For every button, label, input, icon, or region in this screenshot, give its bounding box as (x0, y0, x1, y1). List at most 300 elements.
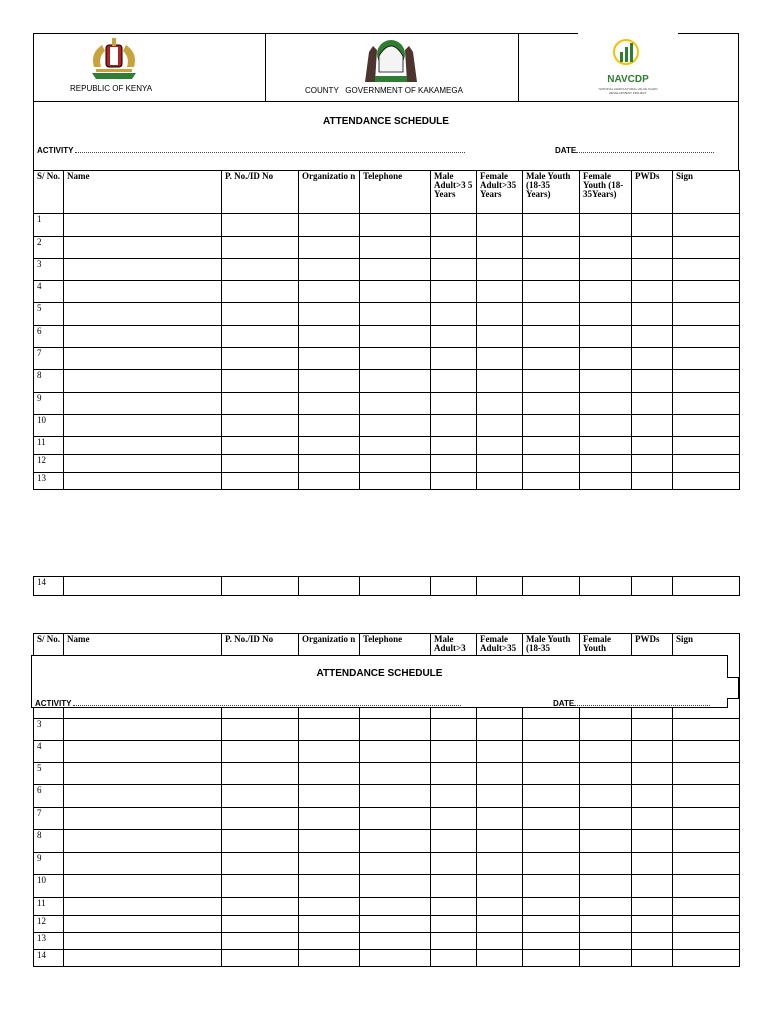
female-adult-cell[interactable] (477, 455, 523, 473)
organization-cell[interactable] (299, 933, 360, 950)
name-cell[interactable] (64, 741, 222, 763)
organization-cell[interactable] (299, 303, 360, 326)
male-adult-cell[interactable] (431, 785, 477, 808)
id-cell[interactable] (222, 370, 299, 393)
male-youth-cell[interactable] (523, 741, 580, 763)
male-youth-cell[interactable] (523, 933, 580, 950)
organization-cell[interactable] (299, 785, 360, 808)
female-adult-cell[interactable] (477, 898, 523, 916)
pwds-cell[interactable] (632, 370, 673, 393)
id-cell[interactable] (222, 577, 299, 596)
row-number: 4 (34, 741, 64, 763)
male-youth-cell[interactable] (523, 898, 580, 916)
name-cell[interactable] (64, 393, 222, 415)
male-adult-cell[interactable] (431, 741, 477, 763)
table-row (34, 473, 740, 490)
organization-cell[interactable] (299, 370, 360, 393)
sign-cell[interactable] (673, 763, 740, 785)
id-cell[interactable] (222, 348, 299, 370)
female-youth-cell[interactable] (580, 898, 632, 916)
id-cell[interactable] (222, 853, 299, 875)
pwds-cell[interactable] (632, 853, 673, 875)
id-cell[interactable] (222, 916, 299, 933)
female-youth-cell[interactable] (580, 763, 632, 785)
female-youth-cell[interactable] (580, 719, 632, 741)
female-adult-cell[interactable] (477, 259, 523, 281)
pwds-cell[interactable] (632, 785, 673, 808)
male-youth-cell[interactable] (523, 370, 580, 393)
male-adult-cell[interactable] (431, 437, 477, 455)
telephone-cell[interactable] (360, 785, 431, 808)
male-adult-cell[interactable] (431, 898, 477, 916)
male-youth-cell[interactable] (523, 259, 580, 281)
organization-cell[interactable] (299, 393, 360, 415)
pwds-cell[interactable] (632, 303, 673, 326)
telephone-cell[interactable] (360, 281, 431, 303)
male-youth-cell[interactable] (523, 303, 580, 326)
telephone-cell[interactable] (360, 719, 431, 741)
pwds-cell[interactable] (632, 577, 673, 596)
male-adult-cell[interactable] (431, 950, 477, 967)
female-youth-cell[interactable] (580, 741, 632, 763)
row-number: 12 (34, 455, 64, 473)
pwds-cell[interactable] (632, 473, 673, 490)
male-youth-cell[interactable] (523, 719, 580, 741)
telephone-cell[interactable] (360, 348, 431, 370)
female-adult-cell[interactable] (477, 393, 523, 415)
male-youth-cell[interactable] (523, 455, 580, 473)
organization-cell[interactable] (299, 853, 360, 875)
table-row (34, 933, 740, 950)
pwds-cell[interactable] (632, 808, 673, 830)
female-youth-cell[interactable] (580, 785, 632, 808)
table-row (34, 785, 740, 808)
male-adult-cell[interactable] (431, 830, 477, 853)
name-cell[interactable] (64, 853, 222, 875)
activity-dotted-line (75, 146, 465, 153)
female-adult-cell[interactable] (477, 950, 523, 967)
female-youth-cell[interactable] (580, 281, 632, 303)
telephone-cell[interactable] (360, 830, 431, 853)
id-cell[interactable] (222, 741, 299, 763)
id-cell[interactable] (222, 950, 299, 967)
name-cell[interactable] (64, 259, 222, 281)
female-adult-cell[interactable] (477, 763, 523, 785)
male-youth-cell[interactable] (523, 916, 580, 933)
pwds-cell[interactable] (632, 875, 673, 898)
pwds-cell[interactable] (632, 437, 673, 455)
table-row (34, 853, 740, 875)
name-cell[interactable] (64, 237, 222, 259)
pwds-cell[interactable] (632, 348, 673, 370)
table-header-row (34, 171, 740, 214)
name-cell[interactable] (64, 326, 222, 348)
overlay-activity-text: ACTIVITY (35, 699, 72, 708)
male-adult-cell[interactable] (431, 237, 477, 259)
sign-cell[interactable] (673, 437, 740, 455)
overlay-date-text: DATE (553, 699, 575, 708)
female-youth-cell[interactable] (580, 950, 632, 967)
sign-cell[interactable] (673, 875, 740, 898)
row-number: 2 (34, 237, 64, 259)
sign-cell[interactable] (673, 719, 740, 741)
sign-cell[interactable] (673, 303, 740, 326)
col-pwds: PWDs (632, 171, 673, 214)
id-cell[interactable] (222, 237, 299, 259)
female-adult-cell[interactable] (477, 785, 523, 808)
telephone-cell[interactable] (360, 437, 431, 455)
organization-cell[interactable] (299, 259, 360, 281)
col-name: Name (64, 634, 222, 719)
overlay-activity-label (35, 699, 461, 708)
male-youth-cell[interactable] (523, 473, 580, 490)
name-cell[interactable] (64, 473, 222, 490)
organization-cell[interactable] (299, 875, 360, 898)
id-cell[interactable] (222, 455, 299, 473)
name-cell[interactable] (64, 437, 222, 455)
female-adult-cell[interactable] (477, 326, 523, 348)
organization-cell[interactable] (299, 415, 360, 437)
telephone-cell[interactable] (360, 916, 431, 933)
telephone-cell[interactable] (360, 763, 431, 785)
male-adult-cell[interactable] (431, 875, 477, 898)
organization-cell[interactable] (299, 898, 360, 916)
sign-cell[interactable] (673, 214, 740, 237)
col-organization: Organizatio n (299, 171, 360, 214)
telephone-cell[interactable] (360, 875, 431, 898)
row-number: 10 (34, 875, 64, 898)
name-cell[interactable] (64, 281, 222, 303)
organization-cell[interactable] (299, 950, 360, 967)
male-youth-cell[interactable] (523, 808, 580, 830)
male-youth-cell[interactable] (523, 214, 580, 237)
row-number: 5 (34, 303, 64, 326)
male-adult-cell[interactable] (431, 303, 477, 326)
date-dotted-line (576, 146, 714, 153)
navcdp-bars-icon (613, 38, 639, 66)
name-cell[interactable] (64, 214, 222, 237)
telephone-cell[interactable] (360, 455, 431, 473)
name-cell[interactable] (64, 950, 222, 967)
male-youth-cell[interactable] (523, 326, 580, 348)
female-adult-cell[interactable] (477, 348, 523, 370)
id-cell[interactable] (222, 719, 299, 741)
male-adult-cell[interactable] (431, 455, 477, 473)
pwds-cell[interactable] (632, 237, 673, 259)
id-cell[interactable] (222, 808, 299, 830)
male-adult-cell[interactable] (431, 916, 477, 933)
telephone-cell[interactable] (360, 473, 431, 490)
male-youth-cell[interactable] (523, 785, 580, 808)
organization-cell[interactable] (299, 763, 360, 785)
row-number: 6 (34, 785, 64, 808)
telephone-cell[interactable] (360, 326, 431, 348)
sign-cell[interactable] (673, 259, 740, 281)
pwds-cell[interactable] (632, 916, 673, 933)
col-sno: S/ No. (34, 171, 64, 214)
sign-cell[interactable] (673, 370, 740, 393)
id-cell[interactable] (222, 785, 299, 808)
pwds-cell[interactable] (632, 950, 673, 967)
female-youth-cell[interactable] (580, 875, 632, 898)
female-youth-cell[interactable] (580, 577, 632, 596)
id-cell[interactable] (222, 415, 299, 437)
sign-cell[interactable] (673, 455, 740, 473)
female-youth-cell[interactable] (580, 830, 632, 853)
sign-cell[interactable] (673, 785, 740, 808)
telephone-cell[interactable] (360, 853, 431, 875)
female-adult-cell[interactable] (477, 214, 523, 237)
table-row (34, 741, 740, 763)
name-cell[interactable] (64, 370, 222, 393)
sign-cell[interactable] (673, 281, 740, 303)
telephone-cell[interactable] (360, 933, 431, 950)
organization-cell[interactable] (299, 741, 360, 763)
pwds-cell[interactable] (632, 830, 673, 853)
telephone-cell[interactable] (360, 950, 431, 967)
female-youth-cell[interactable] (580, 916, 632, 933)
table-row (34, 898, 740, 916)
sign-cell[interactable] (673, 348, 740, 370)
organization-cell[interactable] (299, 719, 360, 741)
telephone-cell[interactable] (360, 415, 431, 437)
telephone-cell[interactable] (360, 577, 431, 596)
id-cell[interactable] (222, 763, 299, 785)
pwds-cell[interactable] (632, 393, 673, 415)
name-cell[interactable] (64, 719, 222, 741)
male-youth-cell[interactable] (523, 415, 580, 437)
female-youth-cell[interactable] (580, 348, 632, 370)
date-label-text: DATE (555, 146, 577, 155)
male-youth-cell[interactable] (523, 830, 580, 853)
pwds-cell[interactable] (632, 281, 673, 303)
sign-cell[interactable] (673, 326, 740, 348)
female-adult-cell[interactable] (477, 741, 523, 763)
id-cell[interactable] (222, 214, 299, 237)
id-cell[interactable] (222, 830, 299, 853)
organization-cell[interactable] (299, 437, 360, 455)
id-cell[interactable] (222, 473, 299, 490)
id-cell[interactable] (222, 875, 299, 898)
organization-cell[interactable] (299, 577, 360, 596)
overlay-edge-tick (727, 677, 739, 699)
male-adult-cell[interactable] (431, 281, 477, 303)
male-adult-cell[interactable] (431, 326, 477, 348)
organization-cell[interactable] (299, 281, 360, 303)
female-youth-cell[interactable] (580, 393, 632, 415)
pwds-cell[interactable] (632, 214, 673, 237)
male-youth-cell[interactable] (523, 437, 580, 455)
organization-cell[interactable] (299, 916, 360, 933)
female-adult-cell[interactable] (477, 830, 523, 853)
female-adult-cell[interactable] (477, 370, 523, 393)
female-youth-cell[interactable] (580, 473, 632, 490)
male-youth-cell[interactable] (523, 875, 580, 898)
sign-cell[interactable] (673, 577, 740, 596)
male-youth-cell[interactable] (523, 281, 580, 303)
name-cell[interactable] (64, 415, 222, 437)
sign-cell[interactable] (673, 237, 740, 259)
female-adult-cell[interactable] (477, 237, 523, 259)
female-youth-cell[interactable] (580, 455, 632, 473)
name-cell[interactable] (64, 875, 222, 898)
female-adult-cell[interactable] (477, 577, 523, 596)
name-cell[interactable] (64, 577, 222, 596)
female-youth-cell[interactable] (580, 370, 632, 393)
republic-of-kenya-caption: REPUBLIC OF KENYA (70, 84, 153, 93)
row-number: 5 (34, 763, 64, 785)
sign-cell[interactable] (673, 950, 740, 967)
name-cell[interactable] (64, 455, 222, 473)
name-cell[interactable] (64, 303, 222, 326)
pwds-cell[interactable] (632, 455, 673, 473)
organization-cell[interactable] (299, 237, 360, 259)
name-cell[interactable] (64, 763, 222, 785)
name-cell[interactable] (64, 933, 222, 950)
table-row (34, 950, 740, 967)
telephone-cell[interactable] (360, 808, 431, 830)
pwds-cell[interactable] (632, 326, 673, 348)
organization-cell[interactable] (299, 473, 360, 490)
female-adult-cell[interactable] (477, 916, 523, 933)
male-adult-cell[interactable] (431, 214, 477, 237)
sign-cell[interactable] (673, 898, 740, 916)
pwds-cell[interactable] (632, 415, 673, 437)
male-youth-cell[interactable] (523, 237, 580, 259)
pwds-cell[interactable] (632, 763, 673, 785)
telephone-cell[interactable] (360, 259, 431, 281)
female-adult-cell[interactable] (477, 719, 523, 741)
id-cell[interactable] (222, 281, 299, 303)
male-adult-cell[interactable] (431, 763, 477, 785)
organization-cell[interactable] (299, 214, 360, 237)
id-cell[interactable] (222, 393, 299, 415)
sign-cell[interactable] (673, 830, 740, 853)
name-cell[interactable] (64, 348, 222, 370)
female-adult-cell[interactable] (477, 875, 523, 898)
female-youth-cell[interactable] (580, 808, 632, 830)
telephone-cell[interactable] (360, 898, 431, 916)
female-adult-cell[interactable] (477, 437, 523, 455)
male-adult-cell[interactable] (431, 719, 477, 741)
male-adult-cell[interactable] (431, 853, 477, 875)
female-adult-cell[interactable] (477, 853, 523, 875)
row-number: 6 (34, 326, 64, 348)
overlay-title: ATTENDANCE SCHEDULE (316, 668, 443, 679)
title-band (33, 101, 739, 171)
male-adult-cell[interactable] (431, 370, 477, 393)
name-cell[interactable] (64, 830, 222, 853)
male-youth-cell[interactable] (523, 348, 580, 370)
female-youth-cell[interactable] (580, 437, 632, 455)
table-row (34, 455, 740, 473)
female-youth-cell[interactable] (580, 214, 632, 237)
organization-cell[interactable] (299, 326, 360, 348)
sign-cell[interactable] (673, 393, 740, 415)
pwds-cell[interactable] (632, 933, 673, 950)
male-adult-cell[interactable] (431, 348, 477, 370)
male-adult-cell[interactable] (431, 933, 477, 950)
id-cell[interactable] (222, 898, 299, 916)
male-adult-cell[interactable] (431, 415, 477, 437)
male-adult-cell[interactable] (431, 259, 477, 281)
female-youth-cell[interactable] (580, 415, 632, 437)
sign-cell[interactable] (673, 933, 740, 950)
female-youth-cell[interactable] (580, 303, 632, 326)
name-cell[interactable] (64, 916, 222, 933)
table-row (34, 214, 740, 237)
male-youth-cell[interactable] (523, 577, 580, 596)
pwds-cell[interactable] (632, 741, 673, 763)
id-cell[interactable] (222, 933, 299, 950)
female-adult-cell[interactable] (477, 473, 523, 490)
organization-cell[interactable] (299, 348, 360, 370)
male-adult-cell[interactable] (431, 393, 477, 415)
male-adult-cell[interactable] (431, 473, 477, 490)
organization-cell[interactable] (299, 830, 360, 853)
name-cell[interactable] (64, 808, 222, 830)
female-youth-cell[interactable] (580, 326, 632, 348)
organization-cell[interactable] (299, 455, 360, 473)
sign-cell[interactable] (673, 415, 740, 437)
overlay-date-dotted-line (574, 699, 710, 706)
name-cell[interactable] (64, 785, 222, 808)
male-youth-cell[interactable] (523, 393, 580, 415)
male-youth-cell[interactable] (523, 950, 580, 967)
attendance-table-page2-body (34, 719, 740, 967)
telephone-cell[interactable] (360, 370, 431, 393)
sign-cell[interactable] (673, 916, 740, 933)
male-youth-cell[interactable] (523, 853, 580, 875)
telephone-cell[interactable] (360, 237, 431, 259)
col-sno: S/ No. (34, 634, 64, 719)
id-cell[interactable] (222, 326, 299, 348)
col-telephone: Telephone (360, 171, 431, 214)
sign-cell[interactable] (673, 853, 740, 875)
pwds-cell[interactable] (632, 898, 673, 916)
telephone-cell[interactable] (360, 741, 431, 763)
name-cell[interactable] (64, 898, 222, 916)
female-youth-cell[interactable] (580, 933, 632, 950)
male-youth-cell[interactable] (523, 763, 580, 785)
row-number: 4 (34, 281, 64, 303)
female-adult-cell[interactable] (477, 933, 523, 950)
pwds-cell[interactable] (632, 259, 673, 281)
sign-cell[interactable] (673, 808, 740, 830)
female-adult-cell[interactable] (477, 281, 523, 303)
navcdp-logo (578, 30, 678, 102)
pwds-cell[interactable] (632, 719, 673, 741)
sign-cell[interactable] (673, 741, 740, 763)
female-adult-cell[interactable] (477, 303, 523, 326)
female-youth-cell[interactable] (580, 237, 632, 259)
id-cell[interactable] (222, 303, 299, 326)
telephone-cell[interactable] (360, 393, 431, 415)
sign-cell[interactable] (673, 473, 740, 490)
male-adult-cell[interactable] (431, 577, 477, 596)
table-row (34, 916, 740, 933)
id-cell[interactable] (222, 259, 299, 281)
male-adult-cell[interactable] (431, 808, 477, 830)
telephone-cell[interactable] (360, 303, 431, 326)
id-cell[interactable] (222, 437, 299, 455)
female-youth-cell[interactable] (580, 259, 632, 281)
telephone-cell[interactable] (360, 214, 431, 237)
female-youth-cell[interactable] (580, 853, 632, 875)
female-adult-cell[interactable] (477, 415, 523, 437)
female-adult-cell[interactable] (477, 808, 523, 830)
organization-cell[interactable] (299, 808, 360, 830)
